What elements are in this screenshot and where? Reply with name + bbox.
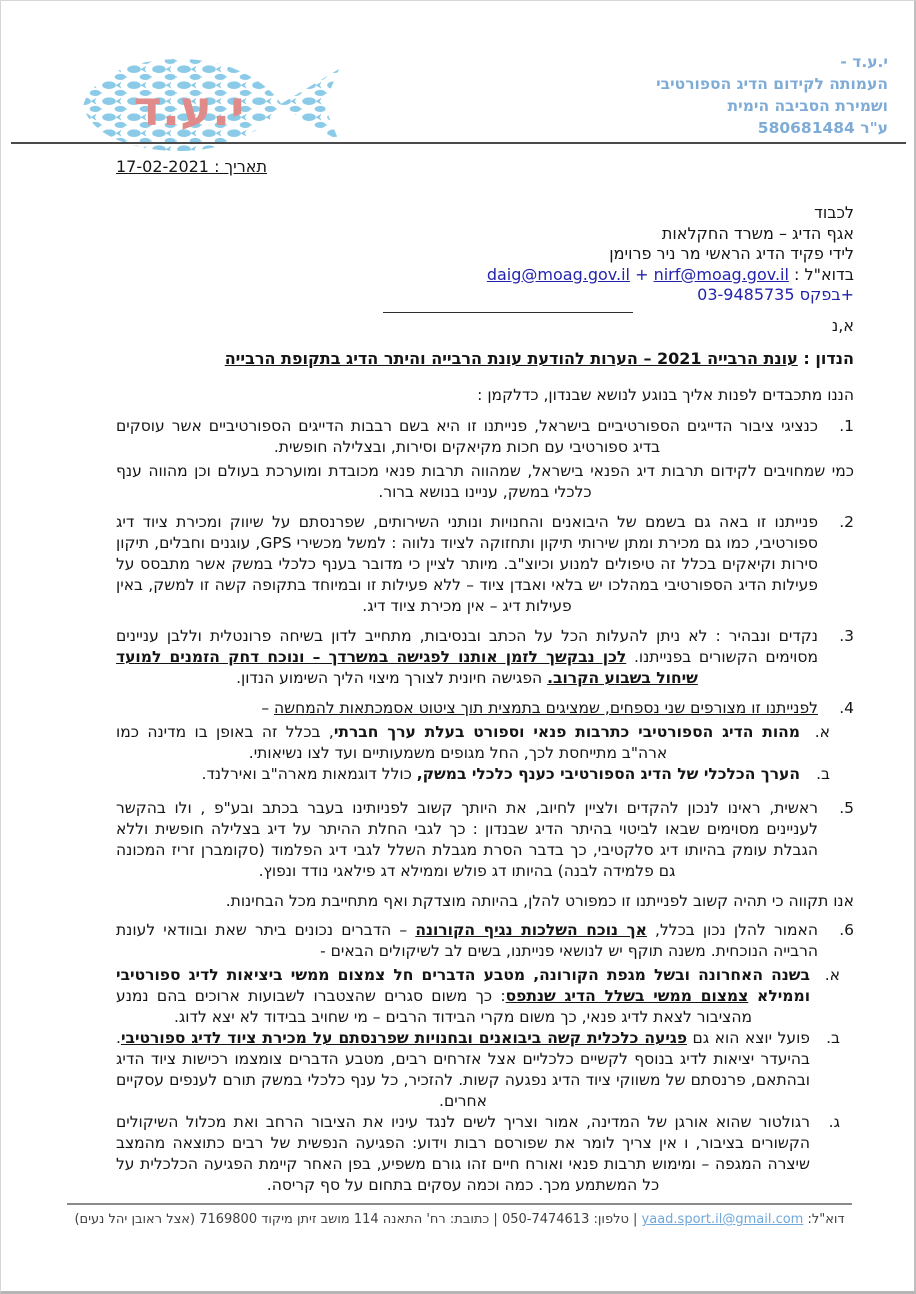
numbered-item-5 (116, 798, 854, 882)
item-number: 4. (839, 698, 854, 717)
date-line: תאריך : 17-02-2021 (116, 157, 267, 176)
item-text: כנציגי ציבור הדייגים הספורטיביים בישראל, פנייתנו זו היא בשם רבבות הדייגים הספורטיביים אשר עוסקים בדיג ספורטיבי עם חכות מקיאקים וסירות, ובצלילה חופשית. (116, 416, 818, 456)
item-number: 1. (839, 416, 854, 435)
item-text: לפנייתנו זו מצורפים שני נספחים, שמציגים בתמצית תוך ציטוט אסמכתאות להמחשה – (261, 698, 818, 717)
subject-label: הנדון : (797, 348, 854, 368)
sub-item-text: בשנה האחרונה ובשל מגפת הקורונה, מטבע הדברים חל צמצום ממשי ביציאות לדיג ספורטיבי וממילא צמצום ממשי בשלל הדיג שנתפס: כך משום סגרים שהצטברו לשבועות ארוכים בהם נמנע מהציבור לצאת לדיג פנאי, כך משום מקרי הבידוד הרבים – מי שחויב בבידוד לא יצא לדוג. (116, 965, 811, 1026)
item-text: האמור להלן נכון בכלל, אך נוכח השלכות נגיף הקורונה – הדברים נכונים ביתר שאת ובוודאי לעונת הרבייה הנוכחית. משנה תוקף יש לנושאי פנייתנו, בשים לב לשיקולים הבאים - (116, 920, 818, 960)
org-name-line1: העמותה לקידום הדיג הספורטיבי (656, 75, 888, 93)
salutation-divider (383, 312, 633, 313)
sub-item-6b (116, 1028, 840, 1112)
org-name-block (656, 51, 888, 139)
numbered-item-2 (116, 512, 854, 617)
logo-letters: י.ע.ד (133, 81, 245, 137)
sub-item-letter: ג. (828, 1112, 840, 1131)
item-number: 3. (839, 626, 854, 645)
letter-body (116, 203, 854, 1196)
org-registration-number: ע"ר 580681484 (757, 119, 888, 137)
org-name-line2: ושמירת הסביבה הימית (727, 97, 888, 115)
header-divider (11, 142, 906, 144)
hope-paragraph: אנו תקווה כי תהיה קשוב לפנייתנו זו כמפורט להלן, בהיותה מוצדקת ואף מתחייבת מכל הבחינות. (225, 891, 854, 910)
footer (67, 1203, 852, 1291)
salutation: א,נ (831, 315, 854, 335)
subject-text: עונת הרבייה 2021 – הערות להודעת עונת הרבייה והיתר הדיג בתקופת הרבייה (224, 348, 798, 368)
sub-item-4a (116, 722, 830, 764)
recipient-email-line (116, 265, 854, 286)
footer-contact-details: | טלפון: 050-7474613 | כתובת: רח' התאנה 114 מושב זיתן מיקוד 7169800 (אצל ראובן יהל נעים) (74, 1212, 642, 1227)
recipient-department: אגף הדיג – משרד החקלאות (661, 223, 854, 243)
sub-item-6c (116, 1112, 840, 1196)
sub-item-letter: א. (814, 722, 830, 741)
sub-item-text: פועל יוצא הוא גם פגיעה כלכלית קשה ביבואנים ובחנויות שפרנסתם על מכירת ציוד לדיג ספורטיבי. בהיעדר יציאות לדיג בנוסף לקשיים כלכליים אצל אזרחים רבים, מטבע הדברים צומצמו רכישות ציוד הדיג ובהתאם, פרנסתם של משווקי ציוד הדיג נפגעה קשות. להזכיר, כל ענף כלכלי במשק תורם לענפים עסקיים אחרים. (116, 1028, 810, 1110)
numbered-item-4 (116, 698, 854, 719)
org-acronym: י.ע.ד - (840, 53, 888, 71)
item-number: 2. (839, 512, 854, 531)
sub-item-text: הערך הכלכלי של הדיג הספורטיבי כענף כלכלי במשק, כולל דוגמאות מארה"ב ואירלנד. (201, 764, 800, 783)
numbered-item-6 (116, 920, 854, 962)
footer-email-link[interactable]: yaad.sport.il@gmail.com (641, 1212, 804, 1227)
email-label: בדוא"ל : (788, 264, 854, 284)
sub-item-text: מהות הדיג הספורטיבי כתרבות פנאי וספורט בעלת ערך חברתי, בכלל זה באופן בו מדינה כמו ארה"ב מתייחסת לכך, החל מגופים משמעותיים ועד לצו נשיאותי. (116, 722, 800, 762)
recipient-salute: לכבוד (814, 203, 854, 222)
item-number: 5. (839, 798, 854, 817)
intro-paragraph: הננו מתכבדים לפנות אליך בנוגע לנושא שבנדון, כדלקמן : (477, 385, 854, 404)
org-logo-fish (77, 49, 349, 163)
sub-item-letter: ב. (826, 1028, 840, 1047)
item-number: 6. (839, 920, 854, 939)
recipient-block (116, 203, 854, 306)
email-link-daig[interactable]: daig@moag.gov.il (486, 264, 630, 284)
numbered-list (116, 416, 854, 1196)
footer-email-label: דוא"ל: (803, 1212, 845, 1227)
numbered-item-3 (116, 626, 854, 689)
item-1-continuation: כמי שמחויבים לקידום תרבות דיג הפנאי בישראל, שמהווה תרבות פנאי מכובדת ומוערכת בעולם וכן מהווה ענף כלכלי במשק, עניינו בנושא ברור. (116, 461, 854, 501)
email-link-nirf[interactable]: nirf@moag.gov.il (653, 264, 789, 284)
numbered-item-1 (116, 416, 854, 458)
sub-item-letter: א. (824, 965, 840, 984)
fish-tail (279, 69, 339, 141)
subject-line (116, 348, 854, 370)
sub-item-4b (116, 764, 830, 785)
sub-item-letter: ב. (816, 764, 830, 783)
fax-line: +בפקס 03-9485735 (697, 285, 854, 304)
email-separator: + (629, 264, 654, 284)
sub-item-6a (116, 965, 840, 1028)
item-text: ראשית, ראינו לנכון להקדים ולציין לחיוב, את היותך קשוב לפניותינו בעבר בכתב ובע"פ , ולו בהקשר לעניינים מסוימים שבאו לביטוי בהיתר הדיג שבנדון : כך לגבי החלת ההיתר על דיג בצלילה חופשית וללא הגבלת עומק בהיותו דיג סלקטיבי, כך בדבר הסרת מגבלת השלל לגבי דיג הפלמוד (סקומברן זריז המכונה גם פלמידה לבנה) בהיותו דג פולש וממילא דג פילאגי נודד ונפוץ. (116, 798, 818, 880)
sub-item-text: רגולטור שהוא אורגן של המדינה, אמור וצריך לשים לנגד עיניו את הציבור הרחב ואת מכלול השיקולים הקשורים בציבור, ו אין צריך לומר את שפורסם רבות וידוע: הפגיעה הנפשית של רבים כתוצאה מהמצב שיצרה המגפה – ומימוש תרבות פנאי ואורח חיים זהו גורם משפיע, בפן האחר קיימת הפגיעה הכלכלית על כל המשתמע מכך. כמה וכמה עסקים בתחום על סף קריסה. (116, 1112, 810, 1194)
item-text: פנייתנו זו באה גם בשמם של היבואנים והחנויות ונותני השירותים, שפרנסתם על שיווק ומכירת ציוד דיג ספורטיבי, כמו גם מכירת ומתן שירותי תיקון ותחזוקה לציוד נלווה : למשל מכשירי GPS, עוגנים וחבלים, תיקון סירות וקיאקים בכלל זה טיפולים למנוע וכיוצ"ב. מיותר לציין כי מדובר בענף כלכלי במשק אשר מתבסס על פעילות הדיג הספורטיבי במהלכו יש בלאי ואבדן ציוד – ללא פעילות זו ובמיוחד בתקופה קשה זו למשק, באין פעילות דיג – אין מכירת ציוד דיג. (116, 512, 818, 615)
item-text: נקדים ונבהיר : לא ניתן להעלות הכל על הכתב ובנסיבות, מתחייב לדון בשיחה פרונטלית וללבן עניינים מסוימים הקשורים בפנייתנו. לכן נבקשך לזמן אותנו לפגישה במשרדך – ונוכח דחק הזמנים למועד שיחול בשבוע הקרוב. הפגישה חיונית לצורך מיצוי הליך השימוע הנדון. (116, 626, 818, 687)
recipient-person: לידי פקיד הדיג הראשי מר ניר פרוימן (609, 244, 854, 263)
